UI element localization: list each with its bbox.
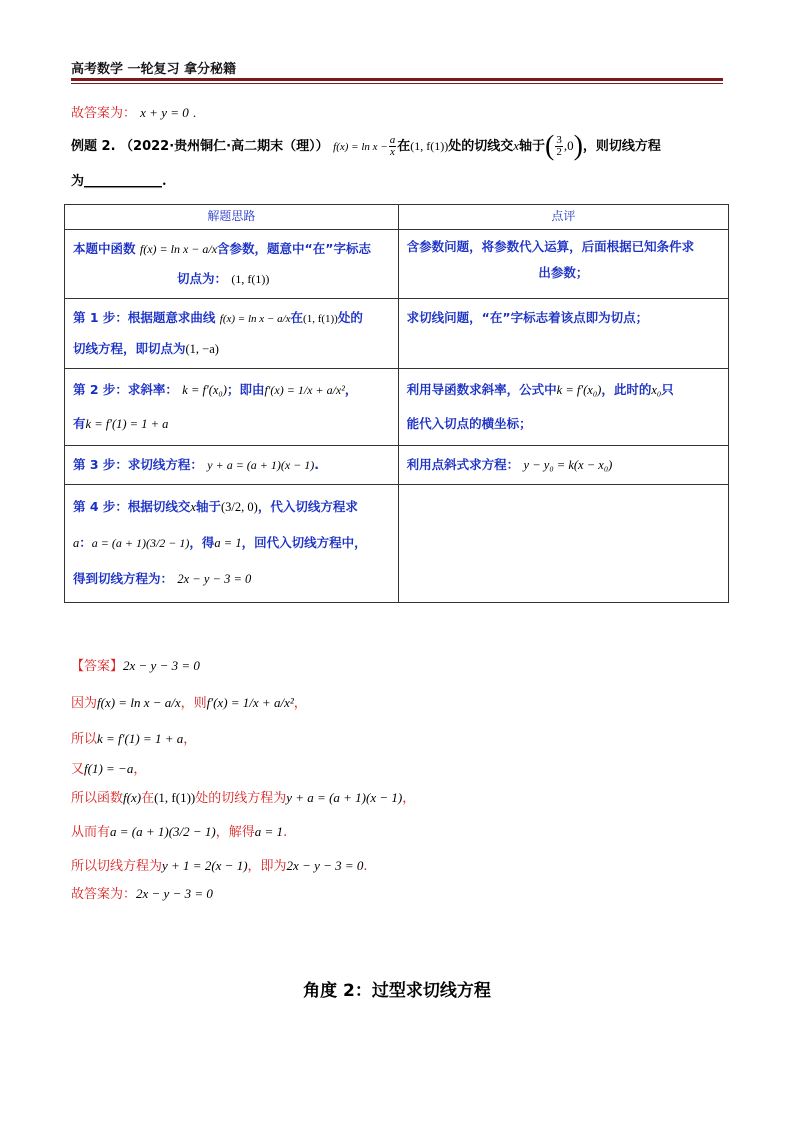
answer-line-7: 故答案为：2x − y − 3 = 0 (71, 886, 213, 902)
row2-approach: 第 1 步：根据题意求曲线 f(x) = ln x − a/x在(1, f(1))处的 切线方程，即切点为(1, −a) (65, 299, 399, 369)
row5-approach: 第 4 步：根据切线交x轴于(3/2, 0)，代入切线方程求 a：a = (a + 1)(3/2 − 1)，得a = 1，回代入切线方程中， 得到切线方程为： 2x − y − 3 = 0 (65, 485, 399, 603)
prev-answer-label: 故答案为： (71, 106, 137, 121)
example-label: 例题 2. (71, 139, 116, 154)
answer-line-1: 因为f(x) = ln x − a/x，则f′(x) = 1/x + a/x²， (71, 695, 307, 711)
example-frac: $\frac{a}{x}$ (389, 134, 396, 158)
row2-comment: 求切线问题，“在”字标志着该点即为切点； (398, 299, 728, 369)
prev-answer-end: . (192, 105, 197, 120)
answer-line-4: 所以函数f(x)在(1, f(1))处的切线方程为y + a = (a + 1)(x − 1)， (71, 790, 416, 806)
header-rule-thin (71, 83, 723, 84)
table-row (65, 446, 729, 485)
answer-value: 2x − y − 3 = 0 (123, 658, 200, 673)
header-title: 高考数学 一轮复习 拿分秘籍 (71, 62, 237, 77)
row1-comment: 含参数问题，将参数代入运算，后面根据已知条件求 出参数； (398, 230, 728, 299)
prev-answer-expr: x + y = 0 (140, 105, 189, 120)
example-source: （2022·贵州铜仁·高二期末（理）） (120, 139, 329, 154)
example-point: (1, f(1)) (410, 139, 449, 153)
example-point-frac: $\frac{3}{2}$ (556, 134, 562, 158)
table-header-row (65, 205, 729, 230)
table-row (65, 299, 729, 369)
example-func: f(x) = ln x − (333, 141, 388, 153)
answer-blank: ____________ (84, 174, 163, 189)
answer-line-2: 所以k = f′(1) = 1 + a， (71, 731, 197, 747)
answer-label-line (71, 655, 200, 674)
answer-line-6: 所以切线方程为y + 1 = 2(x − 1)，即为2x − y − 3 = 0. (71, 858, 368, 874)
answer-line-3: 又f(1) = −a， (71, 761, 147, 777)
section-heading: 角度 2：过型求切线方程 (303, 981, 491, 1001)
answer-line-5: 从而有a = (a + 1)(3/2 − 1)，解得a = 1. (71, 824, 288, 840)
row3-comment: 利用导函数求斜率，公式中k = f′(x₀)，此时的x₀只 能代入切点的横坐标； (398, 369, 728, 446)
solution-table (64, 204, 729, 603)
row3-approach: 第 2 步：求斜率： k = f′(x₀)；即由f′(x) = 1/x + a/x²， 有k = f′(1) = 1 + a (65, 369, 399, 446)
row1-approach: 本题中函数 f(x) = ln x − a/x含参数，题意中“在”字标志 切点为： (1, f(1)) (65, 230, 399, 299)
header-rule (71, 78, 723, 81)
prev-answer-line (71, 102, 196, 121)
header-approach: 解题思路 (65, 205, 399, 230)
row4-approach: 第 3 步：求切线方程： y + a = (a + 1)(x − 1). (65, 446, 399, 485)
answer-label: 【答案】 (71, 659, 124, 674)
table-row (65, 230, 729, 299)
example-question: 例题 2. （2022·贵州铜仁·高二期末（理）） f(x) = ln x − $\frac{a}{x}$ 在(1, f(1))处的切线交x轴于( $\frac{3}{2}$ ,0)，则切线方程 为____________. (71, 130, 661, 189)
table-row (65, 369, 729, 446)
row4-comment: 利用点斜式求方程： y − y₀ = k(x − x₀) (398, 446, 728, 485)
table-row (65, 485, 729, 603)
header-comment: 点评 (398, 205, 728, 230)
row5-comment (398, 485, 728, 603)
